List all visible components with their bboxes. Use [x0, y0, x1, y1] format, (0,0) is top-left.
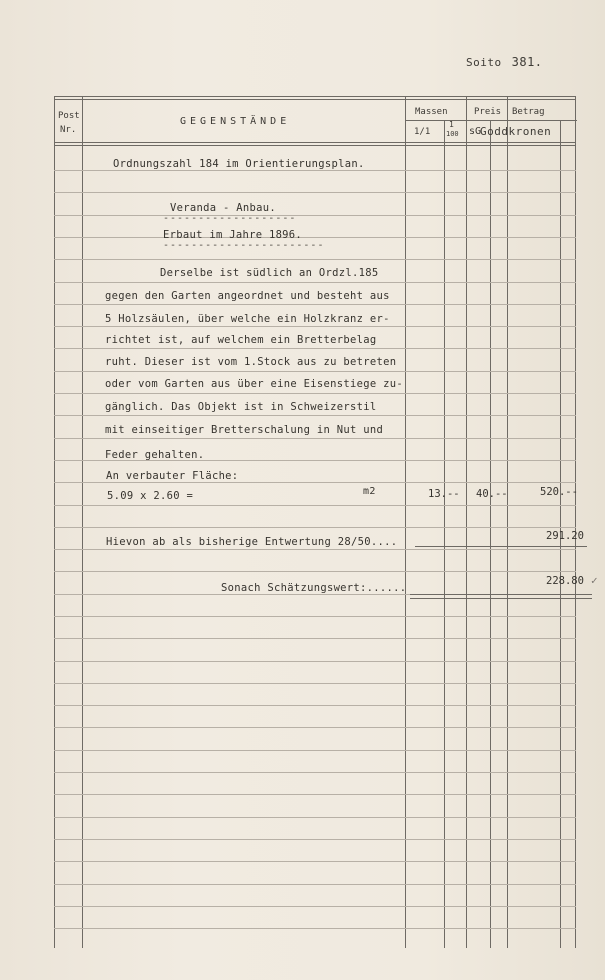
text-line-3: 5 Holzsäulen, über welche ein Holzkranz er-: [105, 313, 390, 325]
ruled-line: [54, 817, 576, 818]
col-line-preis-mid: [490, 120, 491, 948]
ruled-line: [54, 794, 576, 795]
ruled-line: [54, 215, 576, 216]
col-line-preis: [507, 96, 508, 948]
header-preis: Preis: [474, 107, 502, 117]
text-line-7: gänglich. Das Objekt ist in Schweizerstil: [105, 401, 377, 413]
ruled-line: [54, 772, 576, 773]
ruled-line: [54, 527, 576, 528]
header-nr: Nr.: [60, 125, 77, 135]
ruled-line: [54, 259, 576, 260]
ruled-line: [54, 683, 576, 684]
ruled-line: [54, 348, 576, 349]
table-top-border: [54, 96, 576, 97]
ruled-line: [54, 438, 576, 439]
ruled-line: [54, 170, 576, 171]
cell-betrag: 520.--: [540, 486, 578, 498]
table-top-border-2: [54, 99, 576, 100]
ruled-line: [54, 571, 576, 572]
header-massen-col2-den: 100: [446, 130, 459, 138]
ruled-line: [54, 393, 576, 394]
text-line-8: mit einseitiger Bretterschalung in Nut und: [105, 424, 384, 436]
text-line-6: oder vom Garten aus über eine Eisenstiege zu-: [105, 378, 403, 390]
ruled-line: [54, 727, 576, 728]
ruled-line: [54, 705, 576, 706]
text-erbaut: Erbaut im Jahre 1896.: [163, 229, 303, 241]
col-line-right: [575, 96, 576, 948]
header-betrag: Betrag: [512, 107, 545, 117]
ruled-line: [54, 326, 576, 327]
col-line-massen: [466, 96, 467, 948]
text-line-9: Feder gehalten.: [105, 449, 205, 461]
col-line-massen-mid: [444, 120, 445, 948]
text-sonach: Sonach Schätzungswert:......: [221, 582, 407, 594]
ruled-line: [54, 237, 576, 238]
total-double-rule: [410, 594, 592, 599]
ruled-line: [54, 304, 576, 305]
header-gegenstaende: GEGENSTÄNDE: [180, 116, 291, 127]
ruled-line: [54, 638, 576, 639]
ruled-line: [54, 616, 576, 617]
text-line-2: gegen den Garten angeordnet und besteht aus: [105, 290, 390, 302]
header-massen: Massen: [415, 107, 448, 117]
text-ordnungszahl: Ordnungszahl 184 im Orientierungsplan.: [113, 158, 365, 170]
header-bottom-border-2: [54, 145, 576, 146]
ruled-line: [54, 661, 576, 662]
text-verbaut: An verbauter Fläche:: [106, 470, 239, 482]
col-line-post: [82, 96, 83, 948]
ruled-line: [54, 906, 576, 907]
header-bottom-border: [54, 142, 576, 143]
ruled-line: [54, 928, 576, 929]
page-number-label: Soito 381.: [466, 55, 543, 69]
text-line-4: richtet ist, auf welchem ein Bretterbelag: [105, 334, 377, 346]
ruled-line: [54, 482, 576, 483]
header-massen-col2-num: 1: [449, 120, 454, 129]
ruled-line: [54, 371, 576, 372]
underline-dashes-1: -------------------: [163, 213, 297, 224]
ruled-line: [54, 861, 576, 862]
text-veranda: Veranda - Anbau.: [170, 202, 276, 214]
underline-dashes-2: -----------------------: [163, 240, 325, 251]
cell-abzug: 291.20: [546, 530, 584, 542]
text-line-1: Derselbe ist südlich an Ordzl.185: [160, 267, 379, 279]
header-massen-col1: 1/1: [414, 127, 431, 137]
ruled-line: [54, 192, 576, 193]
text-hievon: Hievon ab als bisherige Entwertung 28/50....: [106, 536, 398, 548]
cell-massen: 13.--: [428, 488, 460, 500]
check-mark: ✓: [591, 574, 598, 587]
ruled-line: [54, 505, 576, 506]
text-unit: m2: [363, 486, 376, 497]
ruled-line: [54, 884, 576, 885]
page-number: 381.: [511, 55, 543, 69]
header-betrag-sub: Goddkronen: [480, 125, 552, 138]
ruled-line: [54, 549, 576, 550]
ruled-line: [54, 415, 576, 416]
header-preis-sub: sG: [469, 126, 482, 137]
col-line-gegen: [405, 96, 406, 948]
text-line-5: ruht. Dieser ist vom 1.Stock aus zu betreten: [105, 356, 397, 368]
col-line-left: [54, 96, 55, 948]
subtotal-rule: [415, 546, 587, 547]
text-formula: 5.09 x 2.60 =: [107, 490, 194, 502]
ruled-line: [54, 839, 576, 840]
ruled-line: [54, 750, 576, 751]
header-post: Post: [58, 111, 80, 121]
header-sub-divider: [405, 120, 577, 121]
cell-schaetzwert: 228.80: [546, 575, 584, 587]
cell-preis: 40.--: [476, 488, 508, 500]
ruled-line: [54, 282, 576, 283]
